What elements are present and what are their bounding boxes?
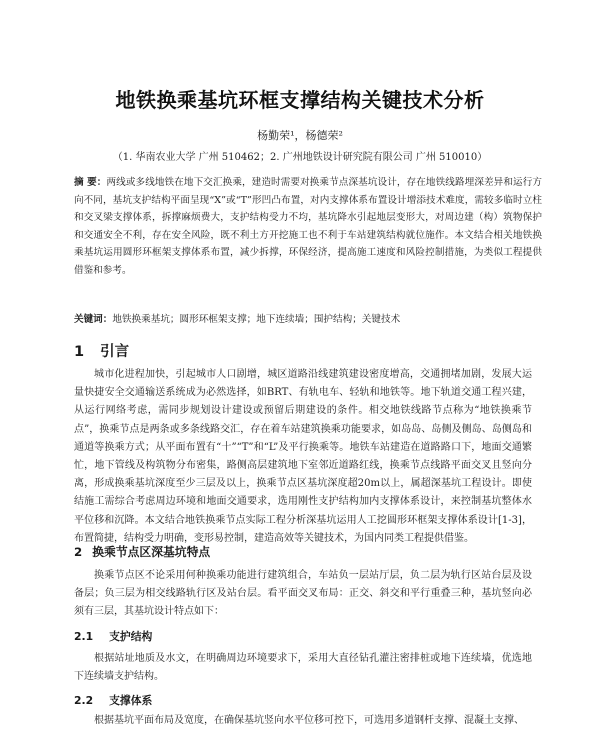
section-1-number: 1 — [74, 344, 85, 360]
paper-authors: 杨勤荣¹，杨德荣² — [257, 129, 343, 142]
section-2-heading — [74, 543, 210, 560]
keywords-block — [74, 313, 542, 327]
keywords-label: 关键词： — [74, 314, 113, 325]
abstract-block — [74, 174, 542, 280]
subsection-2-2-paragraph: 根据基坑平面布局及宽度，在确保基坑竖向水平位移可控下，可选用多道钢杆支撑、混凝土支撑、 — [94, 715, 524, 726]
section-1-paragraph: 城市化进程加快，引起城市人口剧增，城区道路沿线建筑建设密度增高，交通拥堵加剧，发展大运量快捷安全交通输送系统成为必然选择，如BRT、有轨电车、轻轨和地铁等。地下轨道交通工程兴建，从运行网络考虑，需同步规划设计建设或预留后期建设的条件。相交地铁线路节点称为“地铁换乘节点”，换乘节点是两条或多条线路交汇，存在着车站建筑换乘功能要求，如岛岛、岛侧及侧岛、岛侧岛和通道等换乘方式；从平面布置有“十”“T”和“L”及平行换乘等。地铁车站建造在道路路口下，地面交通繁忙，地下管线及构筑物分布密集，路侧高层建筑地下室邻近道路红线，换乘节点线路平面交叉且竖向分离，形成换乘基坑深度至少三层及以上，换乘节点区基坑深度超20m以上，属超深基坑工程设计。即使结施工需综合考虑周边环境和地面交通要求，选用刚性支护结构加内支撑体系设计，来控制基坑整体水平位移和沉降。本文结合地铁换乘节点实际工程分析深基坑运用人工挖圆形环框架支撑体系设计[1-3]，布置简捷，结构受力明确，变形易控制，建造高效等关键技术，为国内同类工程提供借鉴。 — [74, 369, 532, 544]
section-2-paragraph: 换乘节点区不论采用何种换乘功能进行建筑组合，车站负一层站厅层，负二层为轨行区站台层及设备层；负三层为相交线路轨行区及站台层。看平面交叉布局：正交、斜交和平行重叠三种，基坑竖向必须有三层，其基坑设计特点如下： — [74, 570, 532, 618]
subsection-2-1-paragraph: 根据站址地质及水文，在明确周边环境要求下，采用大直径钻孔灌注密排桩或地下连续墙，优选地下连续墙支护结构。 — [74, 653, 532, 683]
subsection-2-2-number: 2.2 — [74, 694, 94, 707]
section-2-number: 2 — [74, 545, 83, 559]
section-2-title: 换乘节点区深基坑特点 — [92, 545, 211, 559]
abstract-label: 摘 要： — [74, 177, 107, 188]
subsection-2-1-number: 2.1 — [74, 630, 94, 643]
section-1-title: 引言 — [100, 344, 130, 360]
paper-affiliation: （1. 华南农业大学 广州 510462；2. 广州地铁设计研究院有限公司 广州 510010） — [112, 152, 488, 163]
paper-title: 地铁换乘基坑环框支撑结构关键技术分析 — [115, 88, 485, 112]
subsection-2-1-heading — [74, 629, 152, 644]
keywords-text: 地铁换乘基坑；圆形环框架支撑；地下连续墙；围护结构；关键技术 — [112, 314, 401, 325]
section-1-heading — [74, 340, 129, 361]
subsection-2-2-heading — [74, 693, 152, 708]
subsection-2-2-title: 支撑体系 — [109, 694, 153, 707]
abstract-text: 两线或多线地铁在地下交汇换乘，建造时需要对换乘节点深基坑设计，存在地铁线路埋深差异和运行方向不同，基坑支护结构平面呈现“X”或“T”形凹凸布置，对内支撑体系布置设计增添技术难度，需较多临时立柱和交叉梁支撑体系，拆撑麻烦费大，支护结构受力不均，基坑降水引起地层变形大，对周边建（构）筑物保护和交通安全不利，存在安全风险，既不利土方开挖施工也不利于车站建筑结构就位施作。本文结合相关地铁换乘基坑运用圆形环框架支撑体系布置，减少拆撑，环保经济，提高施工速度和风险控制措施，为类似工程提供借鉴和参考。 — [74, 177, 542, 276]
subsection-2-1-title: 支护结构 — [109, 630, 153, 643]
